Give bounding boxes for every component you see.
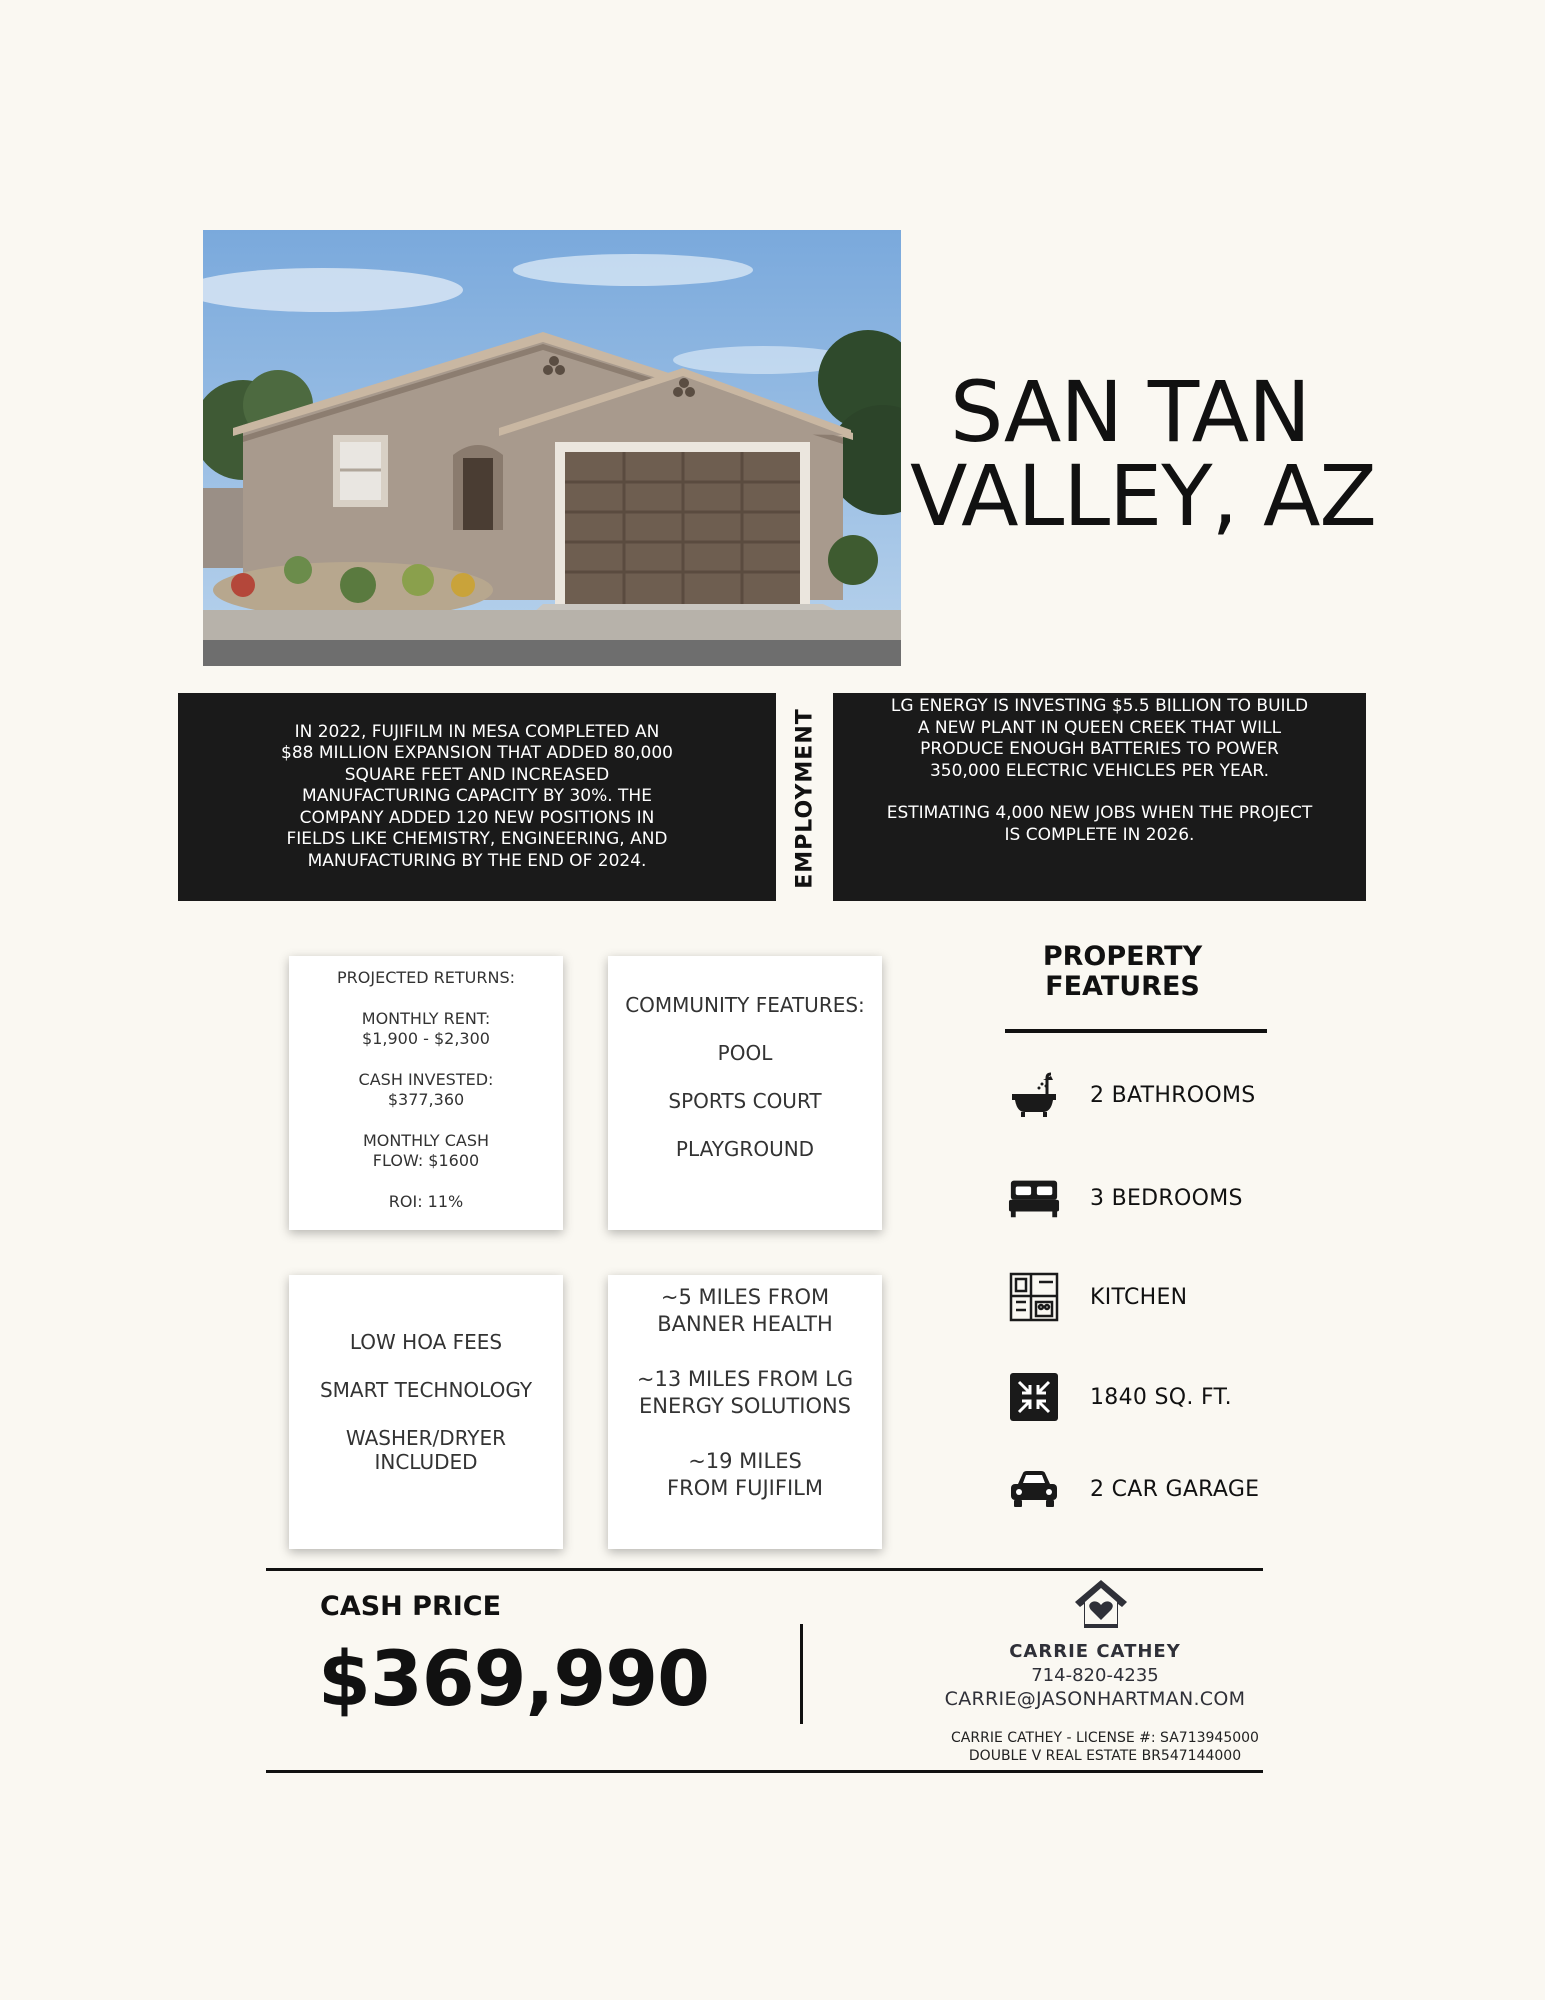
feature-label: 1840 SQ. FT. [1090,1384,1232,1410]
employment-fujifilm-panel [178,693,776,901]
returns-title: PROJECTED RETURNS: [337,968,515,987]
rent-label: MONTHLY RENT: [361,1009,491,1028]
footer-bottom-divider [266,1770,1263,1773]
distance-item: ~5 MILES FROM BANNER HEALTH [657,1285,833,1336]
property-features-divider [1005,1029,1267,1033]
license-line: CARRIE CATHEY - LICENSE #: SA713945000 [951,1730,1259,1746]
square-feet-icon [1008,1371,1060,1423]
returns-invested [289,1070,563,1110]
community-item: SPORTS COURT [668,1089,822,1113]
returns-cashflow [289,1131,563,1171]
kitchen-icon [1008,1271,1060,1323]
employment-label-text: EMPLOYMENT [792,707,818,889]
distance-item: ~13 MILES FROM LG ENERGY SOLUTIONS [636,1367,854,1418]
feature-garage [1008,1462,1308,1516]
projected-returns-card [289,956,563,1230]
cash-price-label: CASH PRICE [320,1591,502,1622]
community-features-card [608,956,882,1230]
footer-top-divider [266,1568,1263,1571]
agent-phone[interactable]: 714-820-4235 [1031,1665,1159,1686]
invested-value: $377,360 [387,1090,465,1109]
extras-item: SMART TECHNOLOGY [319,1378,533,1402]
distances-card [608,1275,882,1549]
extras-item: WASHER/DRYER INCLUDED [345,1426,507,1474]
invested-label: CASH INVESTED: [358,1070,494,1089]
feature-label: 2 BATHROOMS [1090,1082,1256,1108]
title-line-1: SAN TAN [950,363,1310,461]
cash-price-value: $369,990 [318,1634,710,1723]
returns-rent [289,1009,563,1049]
employment-lg-jobs-text: ESTIMATING 4,000 NEW JOBS WHEN THE PROJECT IS COMPLETE IN 2026. [886,803,1313,845]
feature-label: KITCHEN [1090,1284,1188,1310]
community-item: POOL [717,1041,773,1065]
community-title: COMMUNITY FEATURES: [625,993,865,1017]
employment-label [784,700,826,896]
house-photo [203,230,901,666]
cashflow-value: FLOW: $1600 [372,1151,480,1170]
bathtub-icon [1008,1069,1060,1121]
home-heart-icon [1073,1578,1129,1630]
rent-value: $1,900 - $2,300 [362,1029,490,1048]
employment-fujifilm-text: IN 2022, FUJIFILM IN MESA COMPLETED AN $88 MILLION EXPANSION THAT ADDED 80,000 SQUARE FEET AND INCREASED MANUFACTURING CAPACITY BY 30%. THE COMPANY ADDED 120 NEW POSITIONS IN FIELDS LIKE CHEMISTRY, ENGINEERING, AND MANUFACTURING BY THE END OF 2024. [281,721,673,871]
returns-roi: ROI: 11% [388,1192,464,1211]
feature-bathrooms [1008,1068,1308,1122]
feature-kitchen [1008,1270,1308,1324]
car-icon [1008,1463,1060,1515]
feature-square-feet [1008,1370,1308,1424]
feature-label: 3 BEDROOMS [1090,1185,1243,1211]
cashflow-label: MONTHLY CASH [362,1131,490,1150]
feature-bedrooms [1008,1171,1308,1225]
feature-label: 2 CAR GARAGE [1090,1476,1260,1502]
extras-card [289,1275,563,1549]
license-info [940,1729,1270,1765]
distance-item: ~19 MILES FROM FUJIFILM [667,1449,823,1500]
employment-lg-text: LG ENERGY IS INVESTING $5.5 BILLION TO BUILD A NEW PLANT IN QUEEN CREEK THAT WILL PRODUCE ENOUGH BATTERIES TO POWER 350,000 ELECTRIC VEHICLES PER YEAR. [890,696,1309,781]
community-item: PLAYGROUND [675,1137,815,1161]
footer-vertical-divider [800,1624,803,1724]
agent-name: CARRIE CATHEY [1009,1641,1181,1662]
property-features-title: PROPERTY FEATURES [1042,941,1203,1002]
page-title [910,363,1376,545]
license-line: DOUBLE V REAL ESTATE BR547144000 [968,1748,1242,1764]
title-line-2: VALLEY, AZ [910,447,1376,545]
bed-icon [1008,1172,1060,1224]
extras-item: LOW HOA FEES [349,1330,503,1354]
agent-email[interactable]: CARRIE@JASONHARTMAN.COM [944,1688,1246,1710]
employment-lg-panel [833,693,1366,901]
